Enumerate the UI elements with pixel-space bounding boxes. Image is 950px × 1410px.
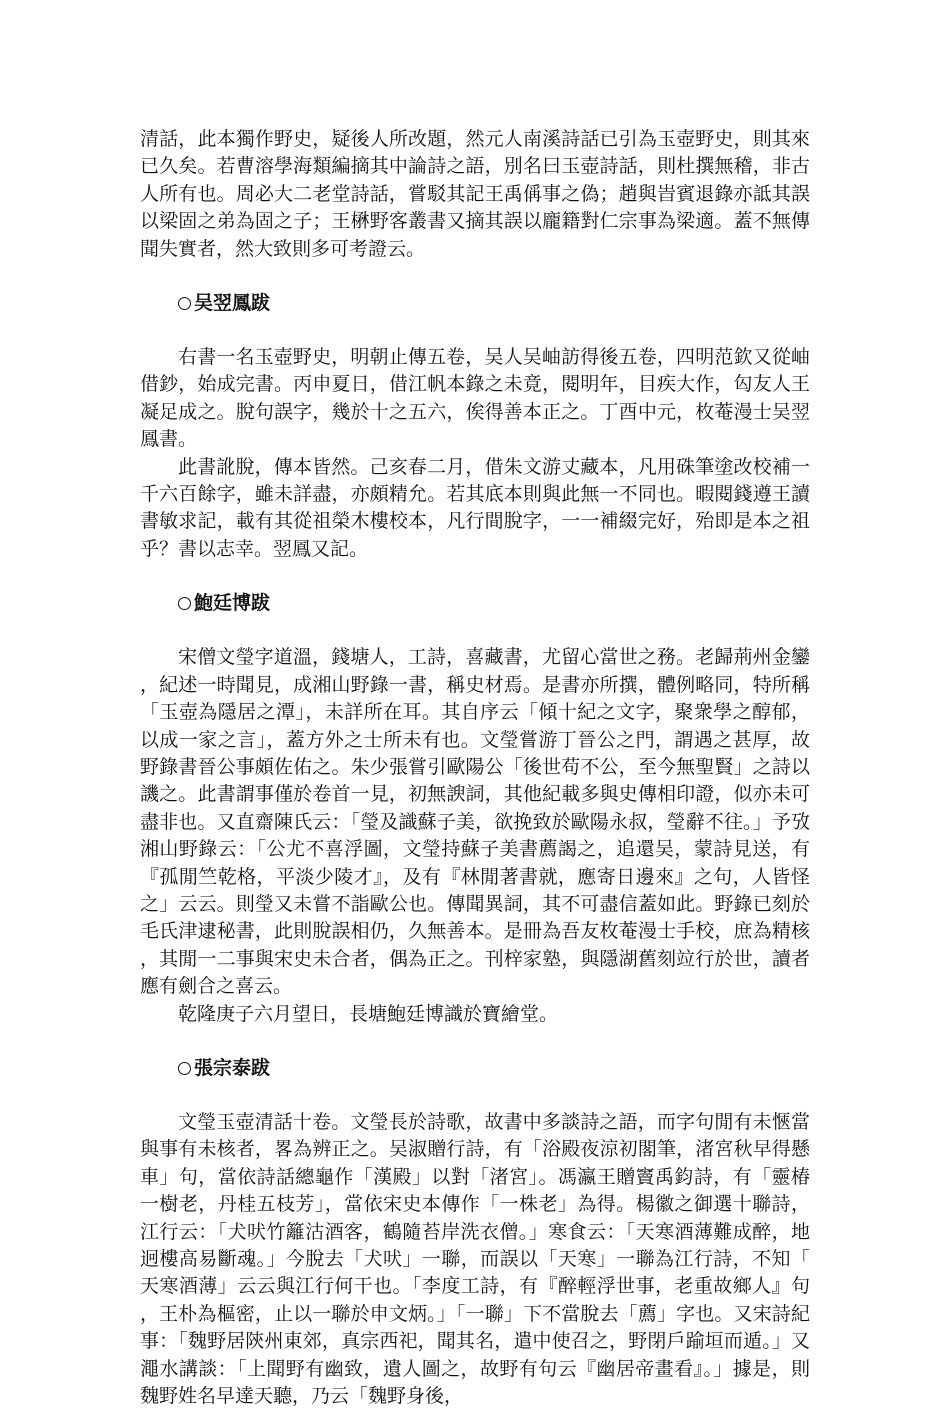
section-heading-bao-tingbo xyxy=(140,590,810,617)
heading-text: 吴翌鳳跋 xyxy=(194,292,271,315)
document-page xyxy=(140,126,810,1410)
circle-icon xyxy=(178,297,191,310)
heading-text: 鮑廷博跋 xyxy=(194,592,271,615)
circle-icon xyxy=(178,1062,191,1075)
paragraph-bao-tingbo-1: 宋僧文瑩字道溫，錢塘人，工詩，喜藏書，尤留心當世之務。老歸荊州金鑾，紀述一時聞見，成湘山野錄一書，稱史材焉。是書亦所撰，體例略同，特所稱「玉壺為隱居之潭」，未詳所在耳。其自序云「傾十紀之文字，聚衆學之醇郁，以成一家之言」，蓋方外之士所未有也。文瑩嘗游丁晉公之門，謂遇之甚厚，故野錄書晉公事頗佐佑之。朱少張嘗引歐陽公「後世苟不公，至今無聖賢」之詩以譏之。此書謂事僅於卷首一見，初無諛詞，其他紀載多與史傳相印證，似亦未可盡非也。又直齋陳氏云：「瑩及識蘇子美，欲挽致於歐陽永叔，瑩辭不往。」予攷湘山野錄云：「公尤不喜浮圖，文瑩持蘇子美書薦謁之，追還吴，蒙詩見送，有『孤閒竺乾格，平淡少陵才』，及有『林閒著書就，應寄日邊來』之句，人皆怪之」云云。則瑩又未嘗不詣歐公也。傳聞異詞，其不可盡信蓋如此。野錄已刻於毛氏津逮秘書，此則脫誤相仍，久無善本。是冊為吾友枚菴漫士手校，庶為精核，其閒一二事與宋史未合者，偶為正之。刊梓家塾，與隱湖舊刻竝行於世，讀者應有劍合之喜云。 xyxy=(140,646,810,998)
paragraph-bao-tingbo-date: 乾隆庚子六月望日，長塘鮑廷博識於寶繪堂。 xyxy=(178,1002,559,1025)
paragraph-wu-yifeng-1: 右書一名玉壺野史，明朝止傳五卷，吴人吴岫訪得後五卷，四明范欽又從岫借鈔，始成完書。丙申夏日，借江帆本錄之未竟，閱明年，目疾大作，匃友人王凝足成之。脫句誤字，幾於十之五六，俟得善本正之。丁酉中元，枚菴漫士吴翌鳳書。 xyxy=(140,346,810,451)
paragraph-intro-continued: 清話，此本獨作野史，疑後人所改題，然元人南溪詩話已引為玉壺野史，則其來已久矣。若曹溶學海類編摘其中論詩之語，別名曰玉壺詩話，則杜撰無稽，非古人所有也。周必大二老堂詩話，嘗駁其記王禹偁事之偽；趙與旹賓退錄亦詆其誤以梁固之弟為固之子；王楙野客叢書又摘其誤以龐籍對仁宗事為梁適。蓋不無傳聞失實者，然大致則多可考證云。 xyxy=(140,128,810,260)
section-heading-zhang-zongtai xyxy=(140,1055,810,1082)
paragraph-zhang-zongtai-1: 文瑩玉壺清話十卷。文瑩長於詩歌，故書中多談詩之語，而字句閒有未愜當與事有未核者，畧為辨正之。吴淑贈行詩，有「浴殿夜涼初閣筆，渚宮秋早得懸車」句，當依詩話總龜作「漢殿」以對「渚宮」。馮瀛王贈竇禹鈞詩，有「靈椿一樹老，丹桂五枝芳」，當依宋史本傳作「一株老」為得。楊徽之御選十聯詩，江行云：「犬吠竹籬沽酒客，鶴隨苔岸洗衣僧。」寒食云：「天寒酒薄難成醉，地迥樓高易斷魂。」今脫去「犬吠」一聯，而誤以「天寒」一聯為江行詩，不知「天寒酒薄」云云與江行何干也。「李度工詩，有『醉輕浮世事，老重故鄉人』句，王朴為樞密，止以一聯於申文炳。」「一聯」下不當脫去「薦」字也。又宋詩紀事：「魏野居陝州東郊，真宗西祀，聞其名，遣中使召之，野閉戶踰垣而遁。」又澠水講談：「上聞野有幽致，遺人圖之，故野有句云『幽居帝畫看』。」據是，則魏野姓名早達天聽，乃云「魏野身後， xyxy=(140,1110,810,1408)
heading-text: 張宗泰跋 xyxy=(194,1056,271,1079)
circle-icon xyxy=(178,597,191,610)
section-heading-wu-yifeng xyxy=(140,290,810,317)
paragraph-wu-yifeng-2: 此書訛脫，傳本皆然。己亥春二月，借朱文游丈藏本，凡用硃筆塗改校補一千六百餘字，雖未詳盡，亦頗精允。若其底本則與此無一不同也。暇閱錢遵王讀書敏求記，載有其從祖榮木樓校本，凡行間脫字，一一補綴完好，殆即是本之祖乎？書以志幸。翌鳳又記。 xyxy=(140,455,810,560)
